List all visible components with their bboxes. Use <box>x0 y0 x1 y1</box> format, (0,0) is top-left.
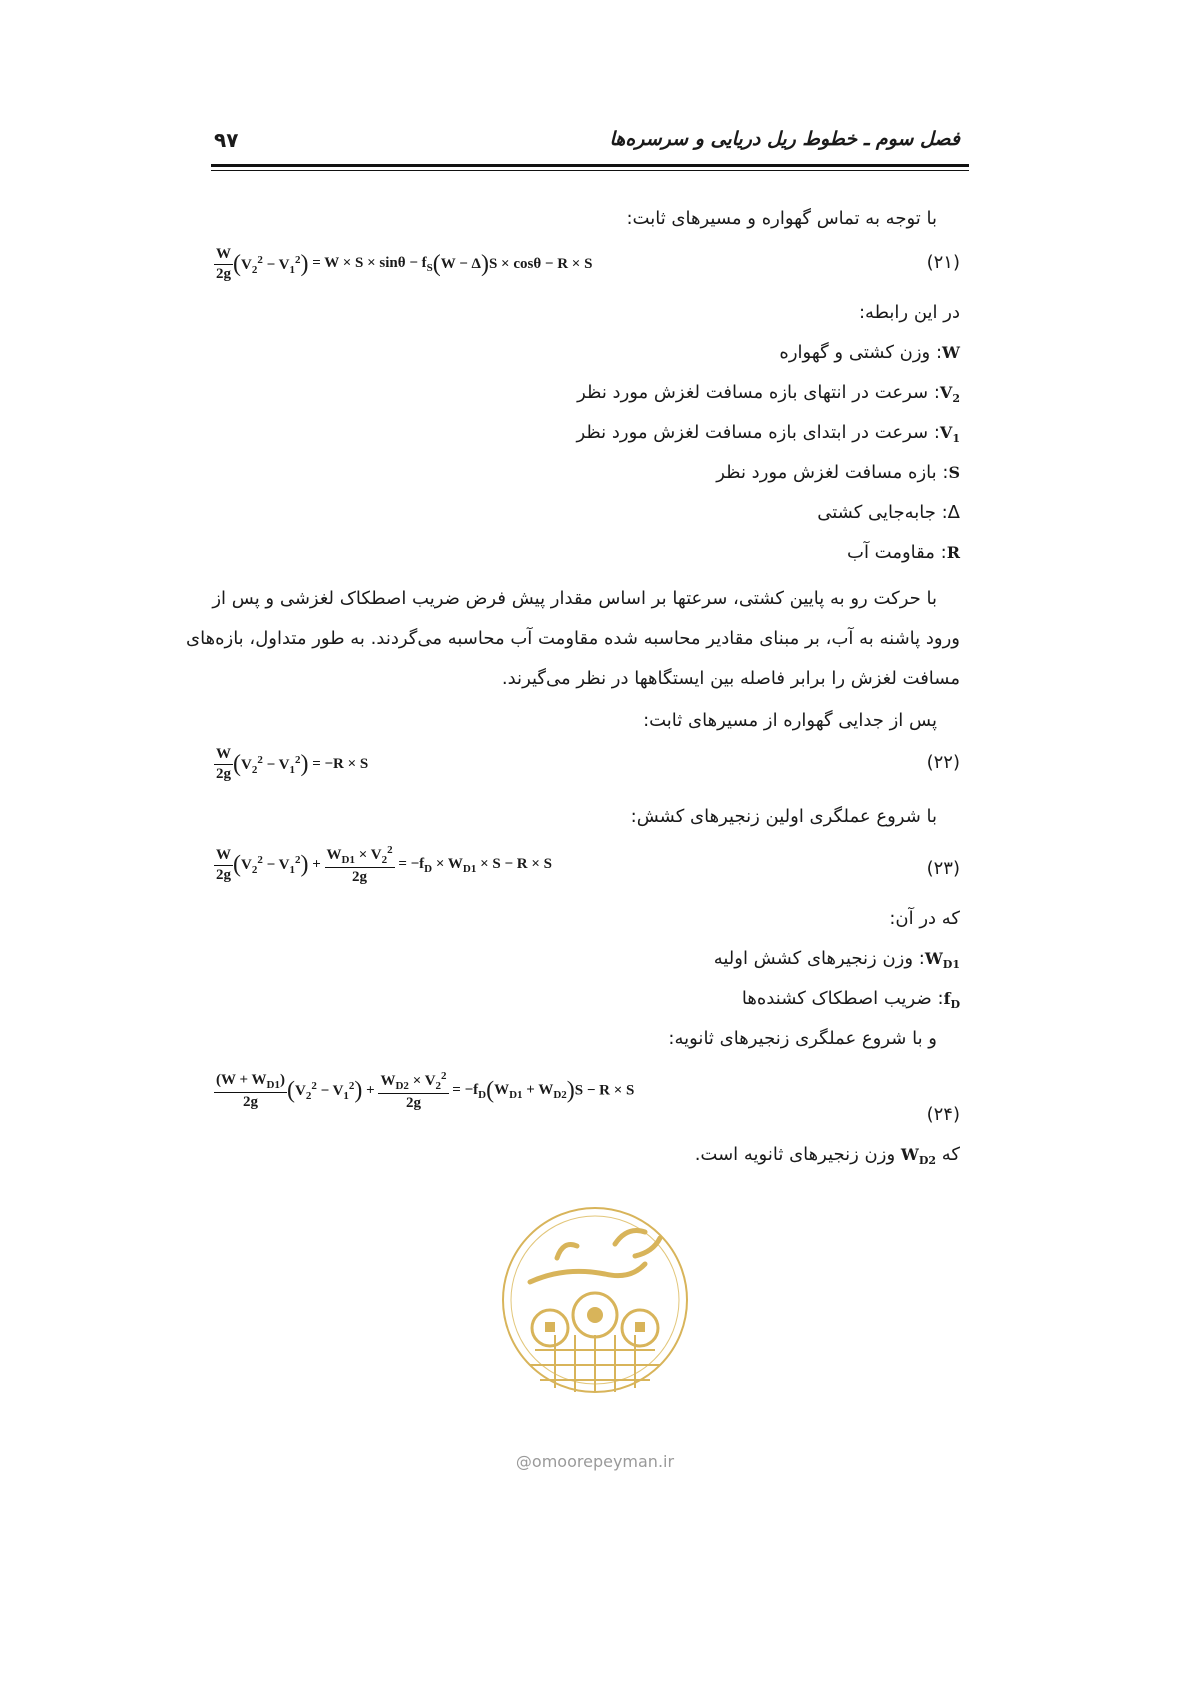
intro-line-3: با شروع عملگری اولین زنجیرهای کشش: <box>630 806 937 827</box>
page-number: ۹۷ <box>214 128 239 152</box>
definition-r: R: مقاومت آب <box>847 542 960 563</box>
where-label: در این رابطه: <box>858 302 960 323</box>
equation-21-number: (۲۱) <box>926 252 960 273</box>
header-rule-thick <box>211 164 969 167</box>
closing-line: که $W_{D2}$ وزن زنجیرهای ثانویه است. <box>694 1144 960 1168</box>
watermark-site: @omoorepeyman.ir <box>515 1452 675 1471</box>
intro-line-1: با توجه به تماس گهواره و مسیرهای ثابت: <box>626 208 937 229</box>
equation-21: $\frac{W}{2g}$ $(V_2^2 - V_1^2) = W \times S \times \sin\theta - f_S(W - \Delta)S \times \cos\theta - R \times S$ <box>216 246 593 282</box>
equation-23-number: (۲۳) <box>926 858 960 879</box>
paragraph-line-2: ورود پاشنه به آب، بر مبنای مقادیر محاسبه شده مقاومت آب محاسبه می‌گردند. به طور متداول، بازه‌های <box>186 628 960 649</box>
equation-22-number: (۲۲) <box>926 752 960 773</box>
definition-w: W: وزن کشتی و گهواره <box>779 342 960 363</box>
intro-line-2: پس از جدایی گهواره از مسیرهای ثابت: <box>643 710 937 731</box>
chapter-title: فصل سوم ـ خطوط ریل دریایی و سرسره‌ها <box>609 128 960 150</box>
equation-22: $\frac{W}{2g}$ $(V_2^2 - V_1^2) = -R \times S$ <box>216 746 369 782</box>
watermark-logo <box>495 1200 695 1400</box>
equation-24-number: (۲۴) <box>926 1104 960 1125</box>
where-label-2: که در آن: <box>889 908 960 929</box>
definition-delta: Δ: جابه‌جایی کشتی <box>817 502 960 523</box>
paragraph-line-1: با حرکت رو به پایین کشتی، سرعتها بر اساس مقدار پیش فرض ضریب اصطکاک لغزشی و پس از <box>212 588 937 609</box>
equation-24: $\frac{(W + W_{D1})}{2g}$ $(V_2^2 - V_1^2)$ + $\frac{W_{D2} \times V_2^2}{2g}$ = $-f_D(W_{D1} + W_{D2})S - R \times S$ <box>216 1070 635 1111</box>
definition-fd: $f_D$: ضریب اصطکاک کشنده‌ها <box>741 988 960 1012</box>
intro-line-4: و با شروع عملگری زنجیرهای ثانویه: <box>668 1028 937 1049</box>
definition-s: S: بازه مسافت لغزش مورد نظر <box>716 462 960 483</box>
definition-v1: $V_1$: سرعت در ابتدای بازه مسافت لغزش مورد نظر <box>576 422 960 446</box>
header-rule-thin <box>211 170 969 171</box>
equation-23: $\frac{W}{2g}$ $(V_2^2 - V_1^2)$ + $\frac{W_{D1} \times V_2^2}{2g}$ = $-f_D \times W_{D1} \times S - R \times S$ <box>216 844 553 885</box>
definition-wd1: $W_{D1}$: وزن زنجیرهای کشش اولیه <box>713 948 960 972</box>
definition-v2: $V_2$: سرعت در انتهای بازه مسافت لغزش مورد نظر <box>577 382 960 406</box>
paragraph-line-3: مسافت لغزش را برابر فاصله بین ایستگاهها در نظر می‌گیرند. <box>501 668 960 689</box>
